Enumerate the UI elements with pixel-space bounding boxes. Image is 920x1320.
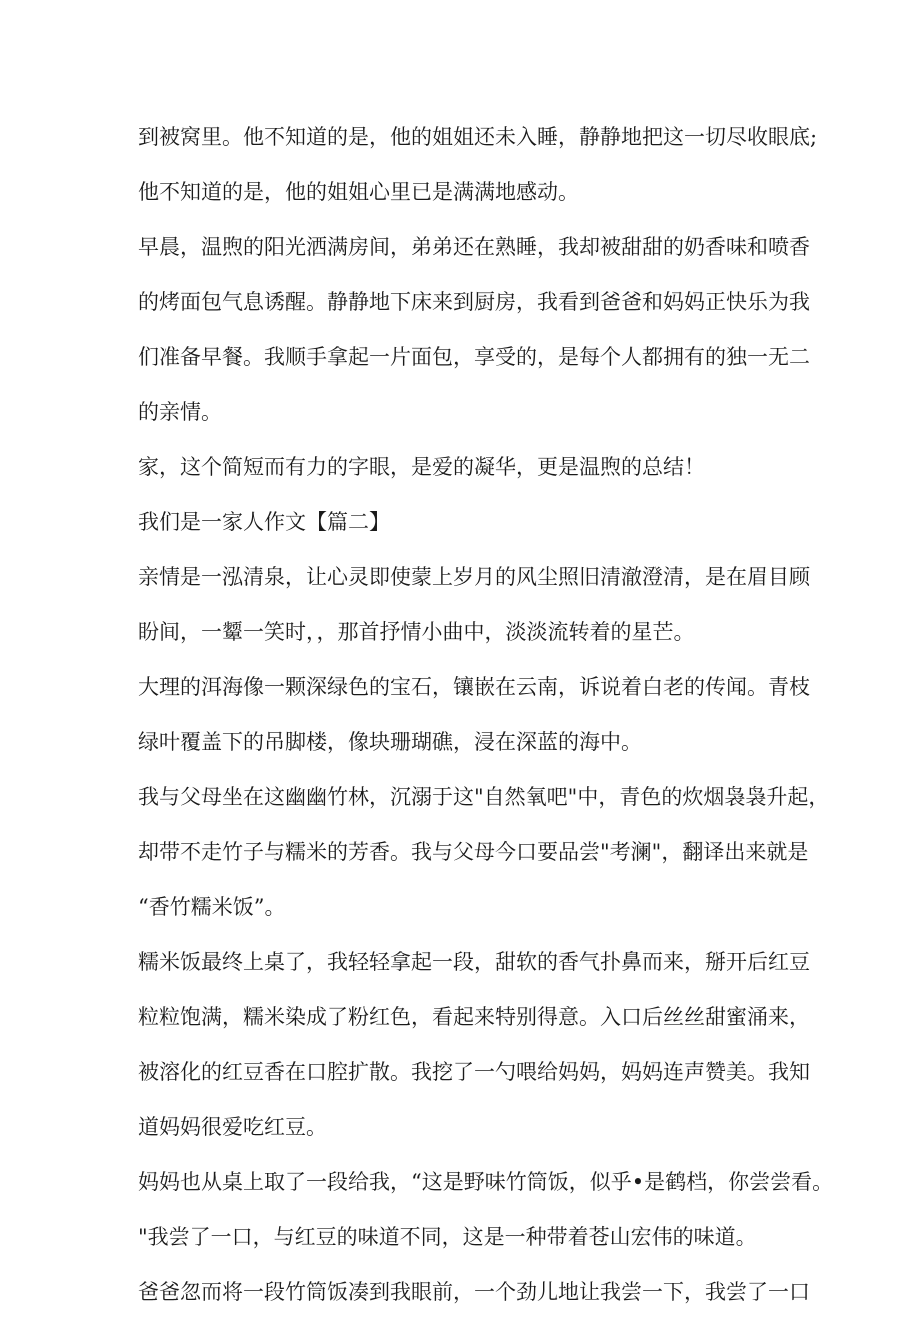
document-body	[138, 110, 834, 1320]
text-line: 他不知道的是，他的姐姐心里已是满满地感动。	[138, 180, 579, 204]
text-line: 妈妈也从桌上取了一段给我，“这是野味竹筒饭，似乎•是鹤档，你尝尝看。	[138, 1170, 834, 1194]
text-line: 粒粒饱满，糯米染成了粉红色，看起来特别得意。入口后丝丝甜蜜涌来，	[138, 1005, 810, 1029]
text-line: 亲情是一泓清泉，让心灵即使蒙上岁月的风尘照旧清澈澄清，是在眉目顾	[138, 565, 810, 589]
text-line: 道妈妈很爱吃红豆。	[138, 1115, 327, 1139]
text-line: 却带不走竹子与糯米的芳香。我与父母今口要品尝"考澜"，翻译出来就是	[138, 840, 809, 864]
text-line: 盼间，一颦一笑时，，那首抒情小曲中，淡淡流转着的星芒。	[138, 620, 695, 644]
text-line: 大理的洱海像一颗深绿色的宝石，镶嵌在云南，诉说着白老的传闻。青枝	[138, 675, 810, 699]
text-line: 的烤面包气息诱醒。静静地下床来到厨房，我看到爸爸和妈妈正快乐为我	[138, 290, 810, 314]
text-line: “香竹糯米饭”。	[138, 895, 286, 919]
text-line: "我尝了一口，与红豆的味道不同，这是一种带着苍山宏伟的味道。	[138, 1225, 757, 1249]
text-line: 家，这个简短而有力的字眼，是爱的凝华，更是温煦的总结！	[138, 455, 705, 479]
text-line: 早晨，温煦的阳光洒满房间，弟弟还在熟睡，我却被甜甜的奶香味和喷香	[138, 235, 810, 259]
text-line: 被溶化的红豆香在口腔扩散。我挖了一勺喂给妈妈，妈妈连声赞美。我知	[138, 1060, 810, 1084]
text-line: 绿叶覆盖下的吊脚楼，像块珊瑚礁，浸在深蓝的海中。	[138, 730, 642, 754]
text-line: 糯米饭最终上桌了，我轻轻拿起一段，甜软的香气扑鼻而来，掰开后红豆	[138, 950, 810, 974]
text-line: 的亲情。	[138, 400, 222, 424]
text-line: 我与父母坐在这幽幽竹林，沉溺于这"自然氧吧"中，青色的炊烟袅袅升起，	[138, 785, 830, 809]
text-line: 们准备早餐。我顺手拿起一片面包，享受的，是每个人都拥有的独一无二	[138, 345, 810, 369]
text-line: 到被窝里。他不知道的是，他的姐姐还未入睡，静静地把这一切尽收眼底;	[138, 125, 818, 149]
section-heading: 我们是一家人作文【篇二】	[138, 510, 390, 534]
text-line: 爸爸忽而将一段竹筒饭凑到我眼前，一个劲儿地让我尝一下，我尝了一口	[138, 1280, 810, 1304]
